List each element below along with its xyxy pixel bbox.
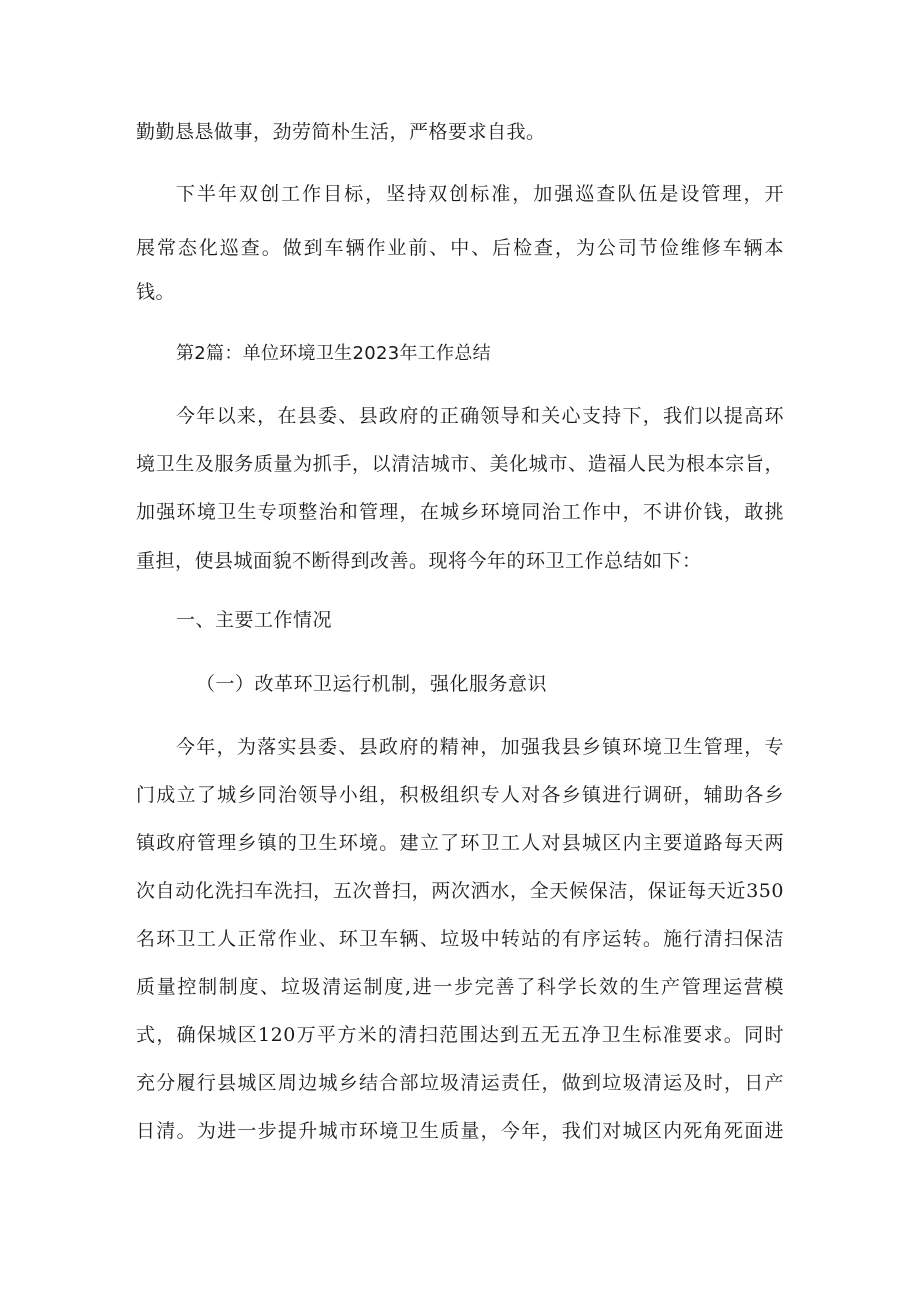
text-line: 钱。: [136, 281, 176, 303]
text-line: 展常态化巡查。做到车辆作业前、中、后检查，为公司节俭维修车辆本: [136, 237, 784, 259]
section-heading: 一、主要工作情况: [176, 609, 333, 631]
text-line: 式，确保城区120万平方米的清扫范围达到五无五净卫生标准要求。同时: [136, 1024, 784, 1046]
text-line: 充分履行县城区周边城乡结合部垃圾清运责任，做到垃圾清运及时，日产: [136, 1072, 784, 1094]
text-line: 下半年双创工作目标，坚持双创标准，加强巡查队伍是设管理，开: [176, 183, 784, 205]
text-line: 今年，为落实县委、县政府的精神，加强我县乡镇环境卫生管理，专: [176, 736, 784, 758]
text-line: 境卫生及服务质量为抓手，以清洁城市、美化城市、造福人民为根本宗旨，: [136, 453, 784, 475]
text-line: 质量控制制度、垃圾清运制度,进一步完善了科学长效的生产管理运营模: [136, 976, 784, 998]
subsection-heading: （一）改革环卫运行机制，强化服务意识: [196, 673, 548, 695]
text-line: 名环卫工人正常作业、环卫车辆、垃圾中转站的有序运转。施行清扫保洁: [136, 928, 784, 950]
text-line: 加强环境卫生专项整治和管理，在城乡环境同治工作中，不讲价钱，敢挑: [136, 501, 784, 523]
text-line: 今年以来，在县委、县政府的正确领导和关心支持下，我们以提高环: [176, 405, 784, 427]
text-line: 门成立了城乡同治领导小组，积极组织专人对各乡镇进行调研，辅助各乡: [136, 784, 784, 806]
text-line: 次自动化洗扫车洗扫，五次普扫，两次洒水，全天候保洁，保证每天近350: [136, 880, 784, 902]
text-line: 镇政府管理乡镇的卫生环境。建立了环卫工人对县城区内主要道路每天两: [136, 832, 784, 854]
text-line: 勤勤恳恳做事，劲劳简朴生活，严格要求自我。: [136, 121, 546, 143]
section-title: 第2篇：单位环境卫生2023年工作总结: [176, 343, 491, 364]
text-line: 重担，使县城面貌不断得到改善。现将今年的环卫工作总结如下：: [136, 550, 702, 572]
text-line: 日清。为进一步提升城市环境卫生质量，今年，我们对城区内死角死面进: [136, 1120, 784, 1142]
